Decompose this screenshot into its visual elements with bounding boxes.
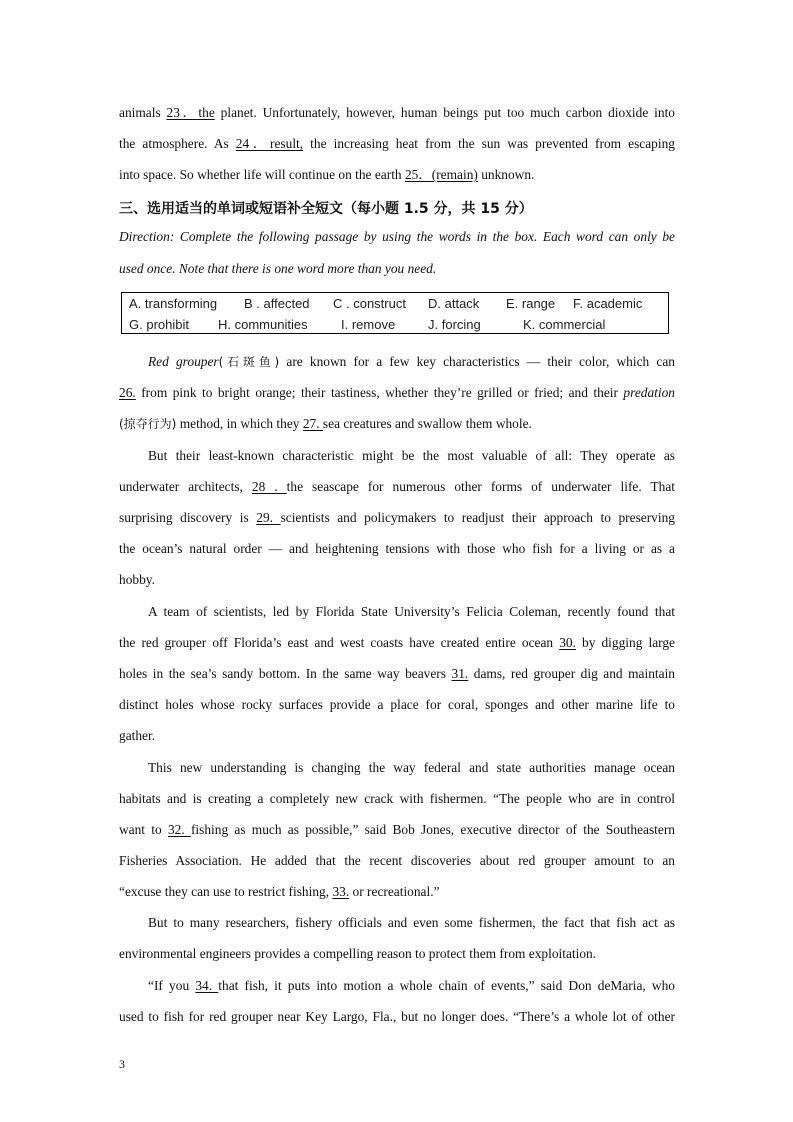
- blank-34: 34.: [195, 978, 219, 993]
- passage-line: holes in the sea’s sandy bottom. In the same way beavers 31. dams, red grouper dig and maintain: [119, 666, 675, 681]
- passage-line: But to many researchers, fishery officials and even some fishermen, the fact that fish act as: [148, 915, 675, 930]
- passage-line: the atmosphere. As 24．result, the increasing heat from the sun was prevented from escaping: [119, 136, 675, 151]
- passage-line: Fisheries Association. He added that the recent discoveries about red grouper amount to an: [119, 853, 675, 868]
- passage-line: animals 23．the planet. Unfortunately, however, human beings put too much carbon dioxide into: [119, 105, 675, 120]
- word-option: K. commercial: [523, 317, 606, 332]
- blank-23: 23．the: [166, 105, 215, 120]
- blank-27: 27.: [302, 416, 323, 431]
- word-option: G. prohibit: [129, 317, 189, 332]
- page-number: 3: [119, 1057, 125, 1071]
- passage-line: into space. So whether life will continue on the earth 25．(remain) unknown.: [119, 167, 535, 182]
- passage-line: gather.: [119, 728, 156, 743]
- word-option: D. attack: [428, 296, 480, 311]
- blank-29: 29.: [256, 510, 281, 525]
- section-heading: 三、选用适当的单词或短语补全短文（每小题 1.5 分，共 15 分）: [119, 201, 533, 217]
- passage-line: environmental engineers provides a compelling reason to protect them from exploitation.: [119, 946, 597, 961]
- passage-line: hobby.: [119, 572, 155, 587]
- passage-line: This new understanding is changing the way federal and state authorities manage ocean: [148, 760, 675, 775]
- passage-line: Red grouper(石斑鱼) are known for a few key characteristics — their color, which can: [148, 354, 675, 369]
- passage-line: “excuse they can use to restrict fishing, 33. or recreational.”: [119, 884, 440, 899]
- passage-line: distinct holes whose rocky surfaces provide a place for coral, sponges and other marine life to: [119, 697, 675, 712]
- passage-line: surprising discovery is 29. scientists and policymakers to readjust their approach to preserving: [119, 510, 675, 525]
- word-option: J. forcing: [428, 317, 481, 332]
- passage-line: But their least-known characteristic might be the most valuable of all: They operate as: [148, 448, 675, 463]
- blank-31: 31.: [451, 666, 469, 681]
- word-option: E. range: [506, 296, 556, 311]
- passage-line: underwater architects, 28 . the seascape for numerous other forms of underwater life. That: [119, 479, 676, 494]
- blank-28: 28 .: [251, 479, 287, 494]
- word-option: A. transforming: [129, 296, 218, 311]
- blank-26: 26.: [119, 385, 136, 400]
- passage-line: used to fish for red grouper near Key Largo, Fla., but no longer does. “There’s a whole lot of other: [119, 1009, 675, 1024]
- passage-line: want to 32. fishing as much as possible,” said Bob Jones, executive director of the Southeastern: [119, 822, 676, 837]
- blank-25: 25．(remain): [404, 167, 478, 182]
- direction-text-line1: Direction: Complete the following passage by using the words in the box. Each word can only be: [119, 229, 675, 244]
- passage-line: the ocean’s natural order — and heightening tensions with those who fish for a living or as a: [119, 541, 675, 556]
- word-box: [121, 292, 669, 334]
- direction-text-line2: used once. Note that there is one word more than you need.: [119, 261, 437, 276]
- blank-32: 32.: [167, 822, 191, 837]
- passage-line: “If you 34. that fish, it puts into motion a whole chain of events,” said Don deMaria, who: [148, 978, 675, 993]
- word-option: H. communities: [218, 317, 308, 332]
- word-option: I. remove: [341, 317, 396, 332]
- passage-line: the red grouper off Florida’s east and west coasts have created entire ocean 30. by digging large: [119, 635, 676, 650]
- passage-line: (掠夺行为) method, in which they 27. sea creatures and swallow them whole.: [119, 416, 532, 431]
- blank-24: 24．result,: [235, 136, 304, 151]
- word-option: F. academic: [573, 296, 643, 311]
- word-option: C . construct: [333, 296, 406, 311]
- passage-line: A team of scientists, led by Florida State University’s Felicia Coleman, recently found that: [148, 604, 675, 619]
- blank-33: 33.: [332, 884, 350, 899]
- passage-line: habitats and is creating a completely new crack with fishermen. “The people who are in control: [119, 791, 675, 806]
- word-option: B . affected: [244, 296, 310, 311]
- blank-30: 30.: [559, 635, 576, 650]
- passage-line: 26. from pink to bright orange; their tastiness, whether they’re grilled or fried; and their predation: [119, 385, 675, 400]
